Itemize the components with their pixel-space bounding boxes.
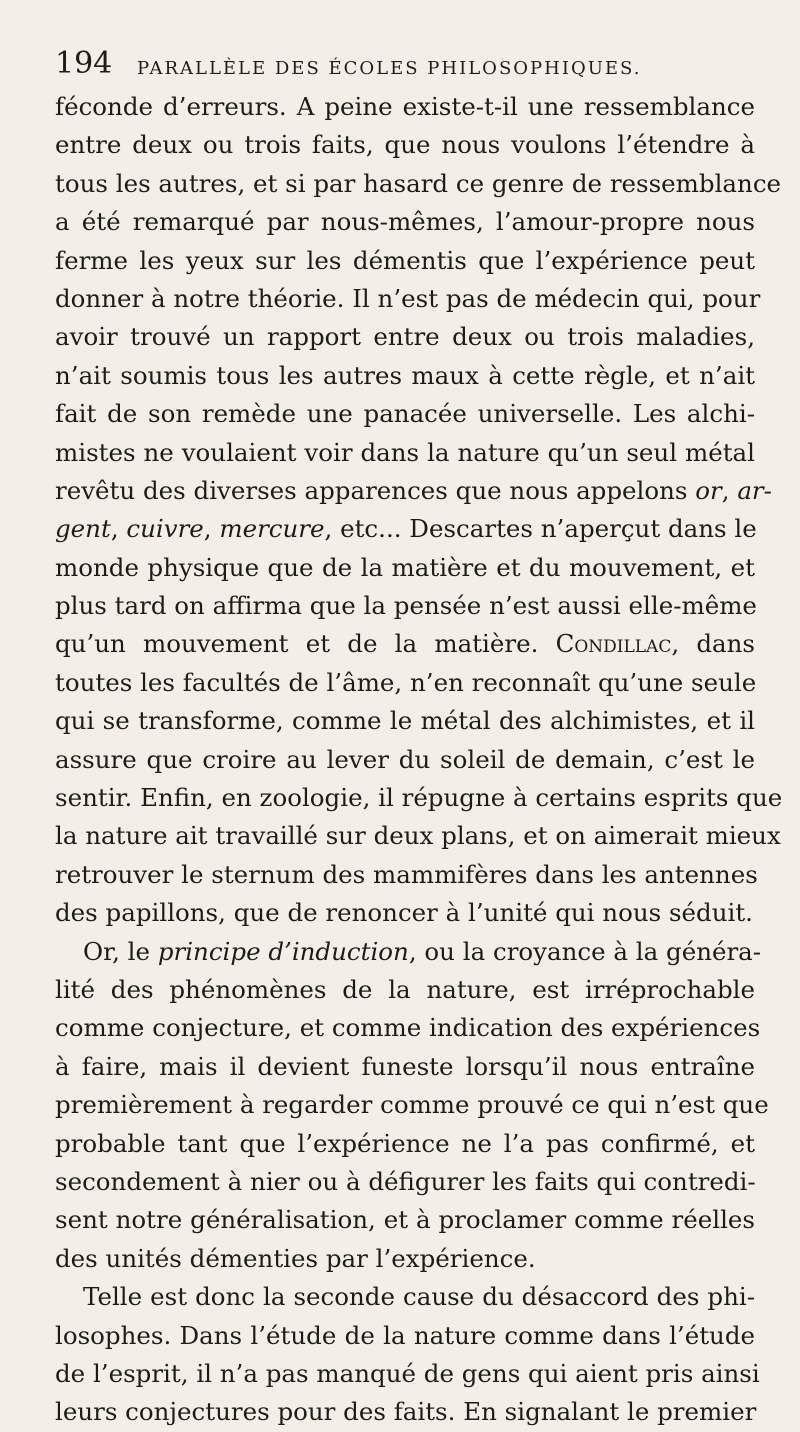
text-line: comme conjecture, et comme indication des expériences bbox=[55, 1013, 761, 1043]
text-line: Or, le principe d’induction, ou la croyance à la généra- bbox=[83, 936, 762, 966]
text-line: la nature ait travaillé sur deux plans, et on aimerait mieux bbox=[55, 821, 781, 851]
text-line: premièrement à regarder comme prouvé ce qui n’est que bbox=[55, 1090, 769, 1120]
italic-term: principe d’induction bbox=[157, 936, 409, 966]
text-line: gent, cuivre, mercure, etc... Descartes n’aperçut dans le bbox=[55, 514, 757, 544]
text-line: sentir. Enfin, en zoologie, il répugne à certains esprits que bbox=[55, 783, 783, 813]
text-line: revêtu des diverses apparences que nous appelons or, ar- bbox=[55, 475, 772, 505]
italic-term: ar- bbox=[737, 475, 772, 505]
text-line: qui se transforme, comme le métal des alchimistes, et il bbox=[55, 706, 755, 736]
text-line: qu’un mouvement et de la matière. Condillac, dans bbox=[55, 629, 755, 659]
text-line: lité des phénomènes de la nature, est irréprochable bbox=[55, 974, 755, 1004]
text-line: entre deux ou trois faits, que nous voulons l’étendre à bbox=[55, 130, 755, 160]
text-line: monde physique que de la matière et du mouvement, et bbox=[55, 552, 755, 582]
text-line: assure que croire au lever du soleil de demain, c’est le bbox=[55, 744, 755, 774]
text-line: donner à notre théorie. Il n’est pas de médecin qui, pour bbox=[55, 283, 761, 313]
text-line: des papillons, que de renoncer à l’unité qui nous séduit. bbox=[55, 898, 753, 928]
italic-term: or bbox=[695, 475, 722, 505]
page-number: 194 bbox=[55, 46, 113, 81]
running-title: PARALLÈLE DES ÉCOLES PHILOSOPHIQUES. bbox=[137, 58, 642, 79]
text-line: a été remarqué par nous-mêmes, l’amour-propre nous bbox=[55, 207, 755, 237]
text-line: à faire, mais il devient funeste lorsqu’il nous entraîne bbox=[55, 1051, 755, 1081]
body-text bbox=[55, 88, 783, 1432]
text-line: des unités démenties par l’expérience. bbox=[55, 1243, 536, 1273]
text-line: mistes ne voulaient voir dans la nature qu’un seul métal bbox=[55, 437, 755, 467]
italic-term: gent bbox=[55, 514, 111, 544]
italic-term: mercure bbox=[219, 514, 325, 544]
text-line: plus tard on affirma que la pensée n’est aussi elle-même bbox=[55, 591, 757, 621]
text-line: avoir trouvé un rapport entre deux ou trois maladies, bbox=[55, 322, 755, 352]
text-line: probable tant que l’expérience ne l’a pas confirmé, et bbox=[55, 1128, 755, 1158]
text-line: tous les autres, et si par hasard ce genre de ressemblance bbox=[55, 168, 782, 198]
text-line: Telle est donc la seconde cause du désaccord des phi- bbox=[83, 1282, 755, 1312]
text-line: fait de son remède une panacée universelle. Les alchi- bbox=[55, 399, 755, 429]
text-line: ferme les yeux sur les démentis que l’expérience peut bbox=[55, 245, 755, 275]
italic-term: cuivre bbox=[126, 514, 204, 544]
text-line: losophes. Dans l’étude de la nature comme dans l’étude bbox=[55, 1320, 755, 1350]
text-line: toutes les facultés de l’âme, n’en reconnaît qu’une seule bbox=[55, 667, 757, 697]
text-line: leurs conjectures pour des faits. En signalant le premier bbox=[55, 1397, 757, 1427]
text-line: féconde d’erreurs. A peine existe-t-il une ressemblance bbox=[55, 92, 755, 121]
text-line: secondement à nier ou à défigurer les faits qui contredi- bbox=[55, 1166, 756, 1196]
text-line: sent notre généralisation, et à proclamer comme réelles bbox=[55, 1205, 755, 1235]
author-name: Condillac bbox=[555, 629, 672, 659]
text-line: retrouver le sternum des mammifères dans les antennes bbox=[55, 859, 758, 889]
text-line: n’ait soumis tous les autres maux à cette règle, et n’ait bbox=[55, 360, 755, 390]
text-line: de l’esprit, il n’a pas manqué de gens qui aient pris ainsi bbox=[55, 1358, 760, 1388]
page-header bbox=[55, 44, 755, 84]
